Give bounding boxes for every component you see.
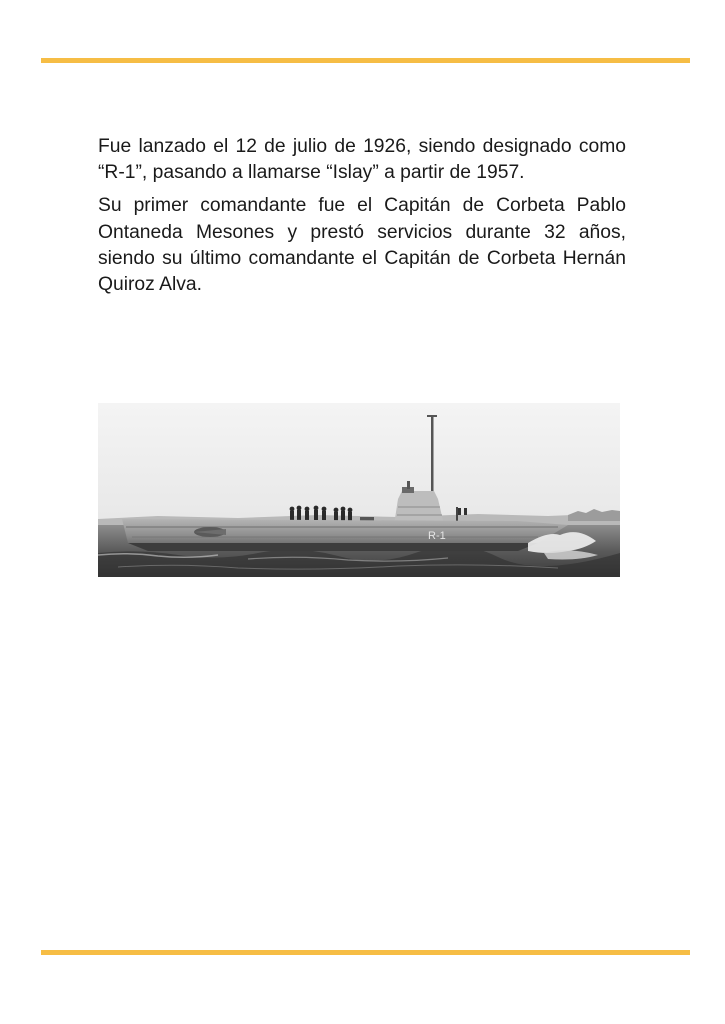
header-rule [41, 58, 690, 63]
paragraph-commanders: Su primer comandante fue el Capitán de Corbeta Pablo Ontaneda Mesones y prestó servicios durante 32 años, siendo su último comandante el Capitán de Corbeta Hernán Quiroz Alva. [98, 195, 626, 296]
footer-rule [41, 950, 690, 955]
body-text [98, 134, 626, 305]
hull-marking: R-1 [428, 530, 446, 542]
paragraph-launch: Fue lanzado el 12 de julio de 1926, siendo designado como “R-1”, pasando a llamarse “Islay” a partir de 1957. [98, 136, 626, 184]
submarine-photo [98, 403, 620, 577]
